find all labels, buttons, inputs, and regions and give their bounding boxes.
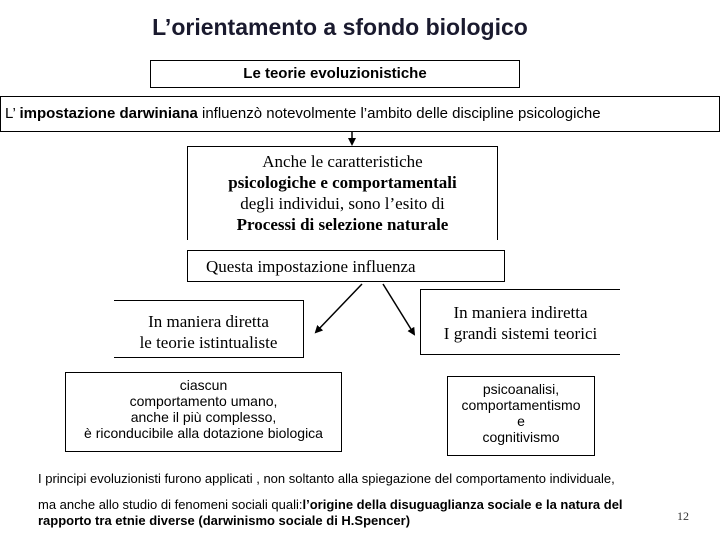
systems-line-1: psicoanalisi, — [482, 381, 560, 397]
footer-line-2 — [38, 497, 678, 529]
instinct-line-1: ciascun — [179, 377, 228, 393]
darwin-bold: impostazione darwiniana — [19, 105, 198, 122]
systems-line-4: cognitivismo — [482, 429, 560, 445]
darwin-rest: influenzò notevolmente l’ambito delle discipline psicologiche — [197, 105, 601, 122]
direct-line-2: le teorie istintualiste — [139, 333, 278, 352]
page-title: L’orientamento a sfondo biologico — [152, 14, 528, 40]
selection-line-4: Processi di selezione naturale — [236, 215, 449, 234]
selection-line-2: psicologiche e comportamentali — [228, 173, 457, 192]
instinct-line-4: è riconducibile alla dotazione biologica — [84, 425, 323, 441]
indirect-line-1: In maniera indiretta — [453, 303, 588, 322]
systems-line-2: comportamentismo — [461, 397, 581, 413]
indirect-line-2: I grandi sistemi teorici — [443, 324, 598, 343]
footer-bold: l’origine della disuguaglianza sociale e la natura del rapporto tra etnie diverse (darwinismo sociale di H.Spencer) — [38, 497, 623, 528]
instinct-line-3: anche il più complesso, — [130, 409, 277, 425]
arrow-to-indirect — [383, 284, 414, 334]
footer-line-1: I principi evoluzionisti furono applicati , non soltanto alla spiegazione del comportamento individuale, — [38, 471, 615, 486]
selection-line-1: Anche le caratteristiche — [262, 152, 423, 171]
subtitle-text: Le teorie evoluzionistiche — [243, 65, 427, 82]
darwin-prefix: L’ — [5, 105, 20, 122]
selection-line-3: degli individui, sono l’esito di — [240, 194, 445, 213]
systems-line-3: e — [517, 413, 525, 429]
page-number: 12 — [677, 509, 689, 523]
direct-line-1: In maniera diretta — [148, 312, 269, 331]
arrow-to-direct — [316, 284, 362, 332]
instinct-line-2: comportamento umano, — [129, 393, 278, 409]
footer-normal: ma anche allo studio di fenomeni sociali quali: — [38, 497, 303, 512]
influenza-text: Questa impostazione influenza — [206, 257, 416, 276]
